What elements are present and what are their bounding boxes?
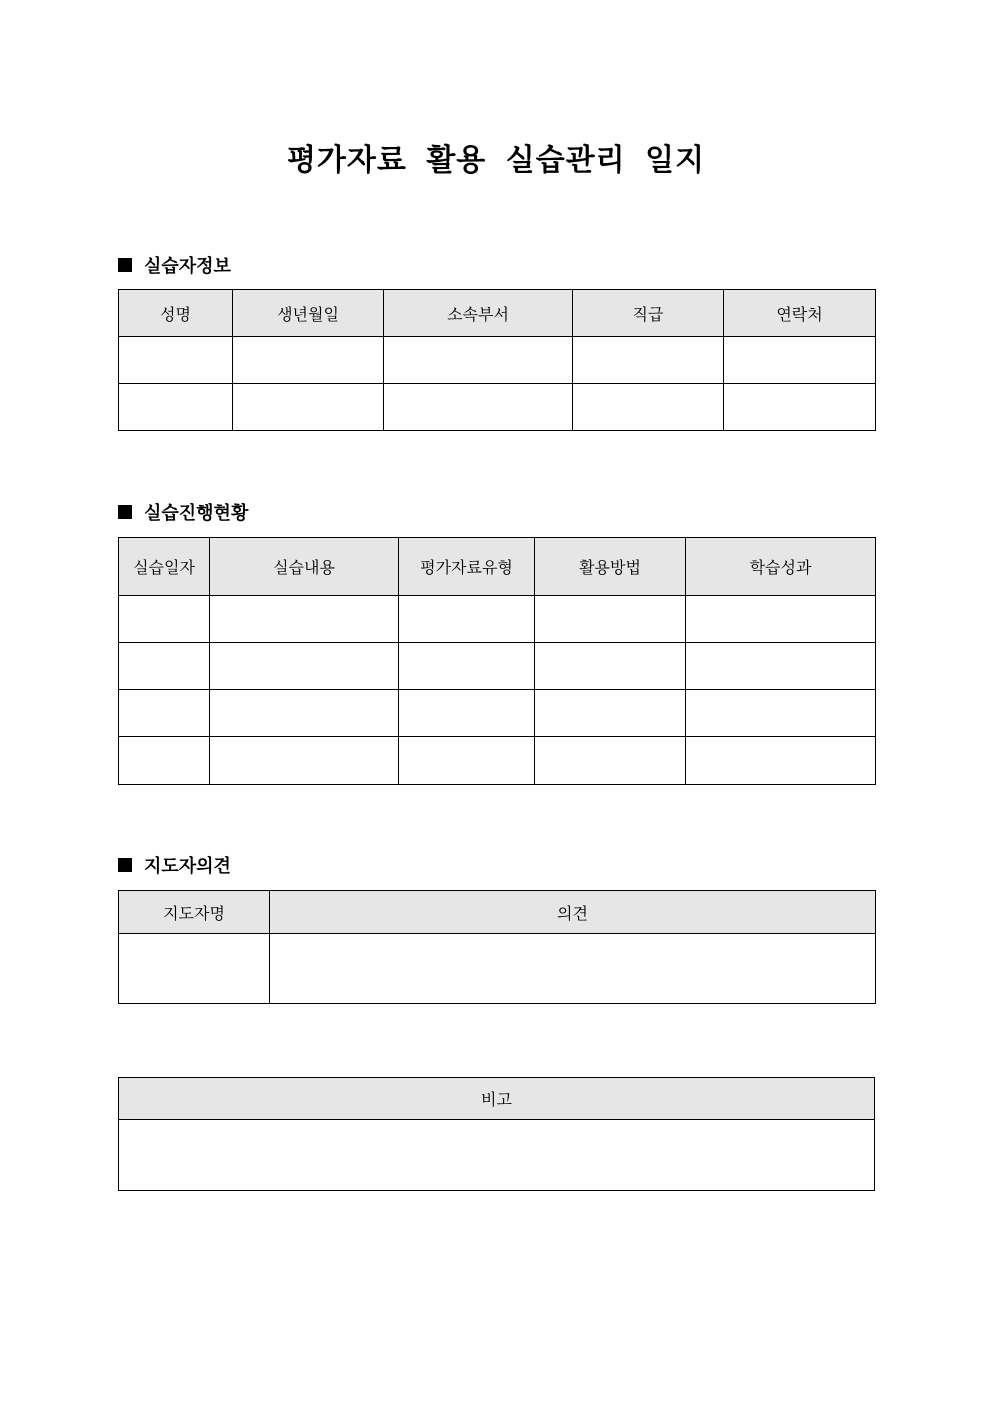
- outcome-cell[interactable]: [686, 596, 876, 643]
- method-cell[interactable]: [535, 643, 686, 690]
- name-cell[interactable]: [119, 337, 233, 384]
- header-contact: 연락처: [724, 290, 876, 337]
- header-remarks: 비고: [119, 1078, 875, 1120]
- date-cell[interactable]: [119, 596, 210, 643]
- outcome-cell[interactable]: [686, 737, 876, 785]
- section-heading-label: 지도자의견: [144, 856, 231, 877]
- remarks-cell[interactable]: [119, 1120, 875, 1191]
- section-heading-label: 실습자정보: [144, 256, 231, 277]
- method-cell[interactable]: [535, 690, 686, 737]
- table-row: [119, 384, 876, 431]
- section-heading-trainee-info: [118, 253, 231, 277]
- header-method: 활용방법: [535, 538, 686, 596]
- header-outcome: 학습성과: [686, 538, 876, 596]
- department-cell[interactable]: [384, 337, 573, 384]
- progress-table: [118, 537, 876, 785]
- table-header-row: [119, 290, 876, 337]
- content-cell[interactable]: [210, 690, 399, 737]
- table-row: [119, 737, 876, 785]
- date-cell[interactable]: [119, 643, 210, 690]
- page-title: 평가자료 활용 실습관리 일지: [286, 143, 706, 178]
- header-department: 소속부서: [384, 290, 573, 337]
- contact-cell[interactable]: [724, 337, 876, 384]
- table-header-row: [119, 1078, 875, 1120]
- table-row: [119, 337, 876, 384]
- table-row: [119, 1120, 875, 1191]
- section-heading-label: 실습진행현황: [144, 503, 249, 524]
- header-material-type: 평가자료유형: [399, 538, 535, 596]
- department-cell[interactable]: [384, 384, 573, 431]
- header-birthdate: 생년월일: [233, 290, 384, 337]
- table-row: [119, 934, 876, 1004]
- remarks-table: [118, 1077, 875, 1191]
- date-cell[interactable]: [119, 690, 210, 737]
- birthdate-cell[interactable]: [233, 384, 384, 431]
- header-name: 성명: [119, 290, 233, 337]
- square-bullet-icon: [118, 505, 132, 519]
- header-date: 실습일자: [119, 538, 210, 596]
- header-instructor-name: 지도자명: [119, 891, 270, 934]
- outcome-cell[interactable]: [686, 643, 876, 690]
- method-cell[interactable]: [535, 596, 686, 643]
- header-comment: 의견: [270, 891, 876, 934]
- table-row: [119, 643, 876, 690]
- header-position: 직급: [573, 290, 724, 337]
- instructor-name-cell[interactable]: [119, 934, 270, 1004]
- content-cell[interactable]: [210, 596, 399, 643]
- table-row: [119, 690, 876, 737]
- square-bullet-icon: [118, 858, 132, 872]
- instructor-table: [118, 890, 876, 1004]
- method-cell[interactable]: [535, 737, 686, 785]
- content-cell[interactable]: [210, 737, 399, 785]
- section-heading-instructor: [118, 853, 231, 877]
- position-cell[interactable]: [573, 337, 724, 384]
- outcome-cell[interactable]: [686, 690, 876, 737]
- position-cell[interactable]: [573, 384, 724, 431]
- date-cell[interactable]: [119, 737, 210, 785]
- table-header-row: [119, 538, 876, 596]
- material-type-cell[interactable]: [399, 737, 535, 785]
- material-type-cell[interactable]: [399, 643, 535, 690]
- table-header-row: [119, 891, 876, 934]
- name-cell[interactable]: [119, 384, 233, 431]
- material-type-cell[interactable]: [399, 690, 535, 737]
- header-content: 실습내용: [210, 538, 399, 596]
- contact-cell[interactable]: [724, 384, 876, 431]
- section-heading-progress: [118, 500, 248, 524]
- trainee-info-table: [118, 289, 876, 431]
- comment-cell[interactable]: [270, 934, 876, 1004]
- material-type-cell[interactable]: [399, 596, 535, 643]
- square-bullet-icon: [118, 258, 132, 272]
- birthdate-cell[interactable]: [233, 337, 384, 384]
- content-cell[interactable]: [210, 643, 399, 690]
- table-row: [119, 596, 876, 643]
